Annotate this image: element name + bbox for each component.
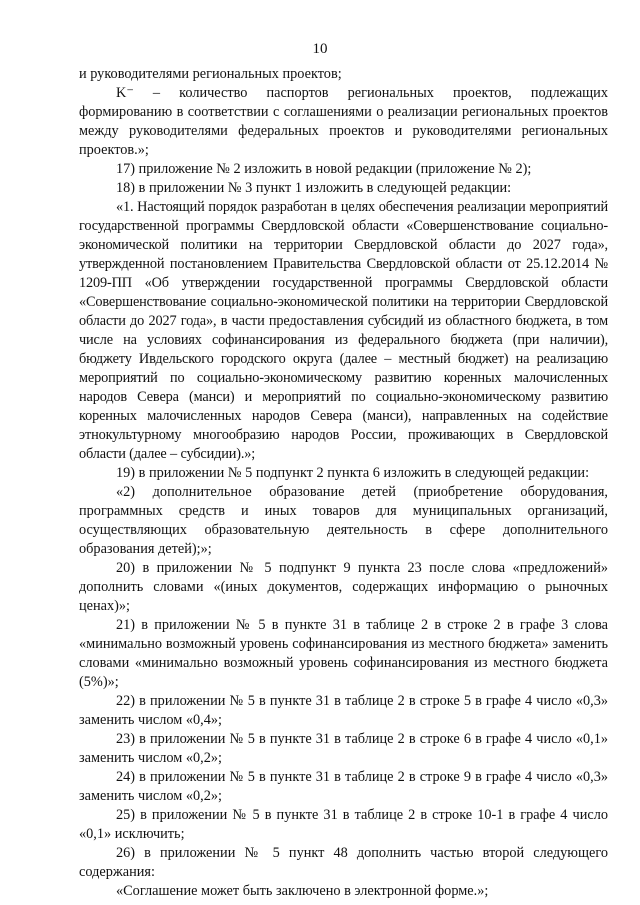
paragraph-item-24: 24) в приложении № 5 в пункте 31 в таблице 2 в строке 9 в графе 4 число «0,3» заменить числом «0,2»; — [79, 769, 608, 804]
paragraph-item-19-text: «2) дополнительное образование детей (приобретение оборудования, программных средств и иных товаров для муниципальных организаций, осуществляющих образовательную деятельность в сфере дополнительного образования детей);»; — [79, 484, 608, 557]
paragraph-item-25: 25) в приложении № 5 в пункте 31 в таблице 2 в строке 10-1 в графе 4 число «0,1» исключить; — [79, 807, 608, 842]
paragraph-item-18-text: «1. Настоящий порядок разработан в целях обеспечения реализации мероприятий государственной программы Свердловской области «Совершенствование социально-экономической политики на территории Свердловской области до 2027 года», утвержденной постановлением Правительства Свердловской области от 25.12.2014 № 1209-ПП «Об утверждении государственной программы Свердловской области «Совершенствование социально-экономической политики на территории Свердловской области до 2027 года», в части предоставления субсидий из областного бюджета, в том числе на условиях софинансирования из федерального бюджета (при наличии), бюджету Ивдельского городского округа (далее – местный бюджет) на реализацию мероприятий по социально-экономическому развитию коренных малочисленных народов Севера (манси) и мероприятий по социально-экономическому развитию коренных малочисленных народов Севера (манси), направленных на содействие этнокультурному многообразию народов России, проживающих в Свердловской области (далее – субсидии).»; — [79, 199, 608, 462]
paragraph-item-18: 18) в приложении № 3 пункт 1 изложить в следующей редакции: — [116, 180, 512, 196]
page-number: 10 — [312, 41, 328, 57]
paragraph-k-definition: K⁻ – количество паспортов региональных проектов, подлежащих формированию в соответствии с соглашениями о реализации региональных проектов между руководителями федеральных проектов и руководителями региональных проектов.»; — [79, 85, 608, 158]
paragraph-continuation: и руководителями региональных проектов; — [79, 66, 342, 82]
paragraph-item-21: 21) в приложении № 5 в пункте 31 в таблице 2 в строке 2 в графе 3 слова «минимально возможный уровень софинансирования из местного бюджета» заменить словами «минимально возможный уровень софинансирования из местного бюджета (5%)»; — [79, 617, 608, 690]
paragraph-item-22: 22) в приложении № 5 в пункте 31 в таблице 2 в строке 5 в графе 4 число «0,3» заменить числом «0,4»; — [79, 693, 608, 728]
paragraph-item-26-text: «Соглашение может быть заключено в электронной форме.»; — [116, 883, 489, 899]
paragraph-item-26: 26) в приложении № 5 пункт 48 дополнить частью второй следующего содержания: — [79, 845, 608, 880]
document-body — [79, 65, 608, 901]
paragraph-item-23: 23) в приложении № 5 в пункте 31 в таблице 2 в строке 6 в графе 4 число «0,1» заменить числом «0,2»; — [79, 731, 608, 766]
paragraph-item-19: 19) в приложении № 5 подпункт 2 пункта 6 изложить в следующей редакции: — [116, 465, 590, 481]
paragraph-item-17: 17) приложение № 2 изложить в новой редакции (приложение № 2); — [116, 161, 532, 177]
paragraph-item-20: 20) в приложении № 5 подпункт 9 пункта 23 после слова «предложений» дополнить словами «(иных документов, содержащих информацию о рыночных ценах)»; — [79, 560, 608, 614]
